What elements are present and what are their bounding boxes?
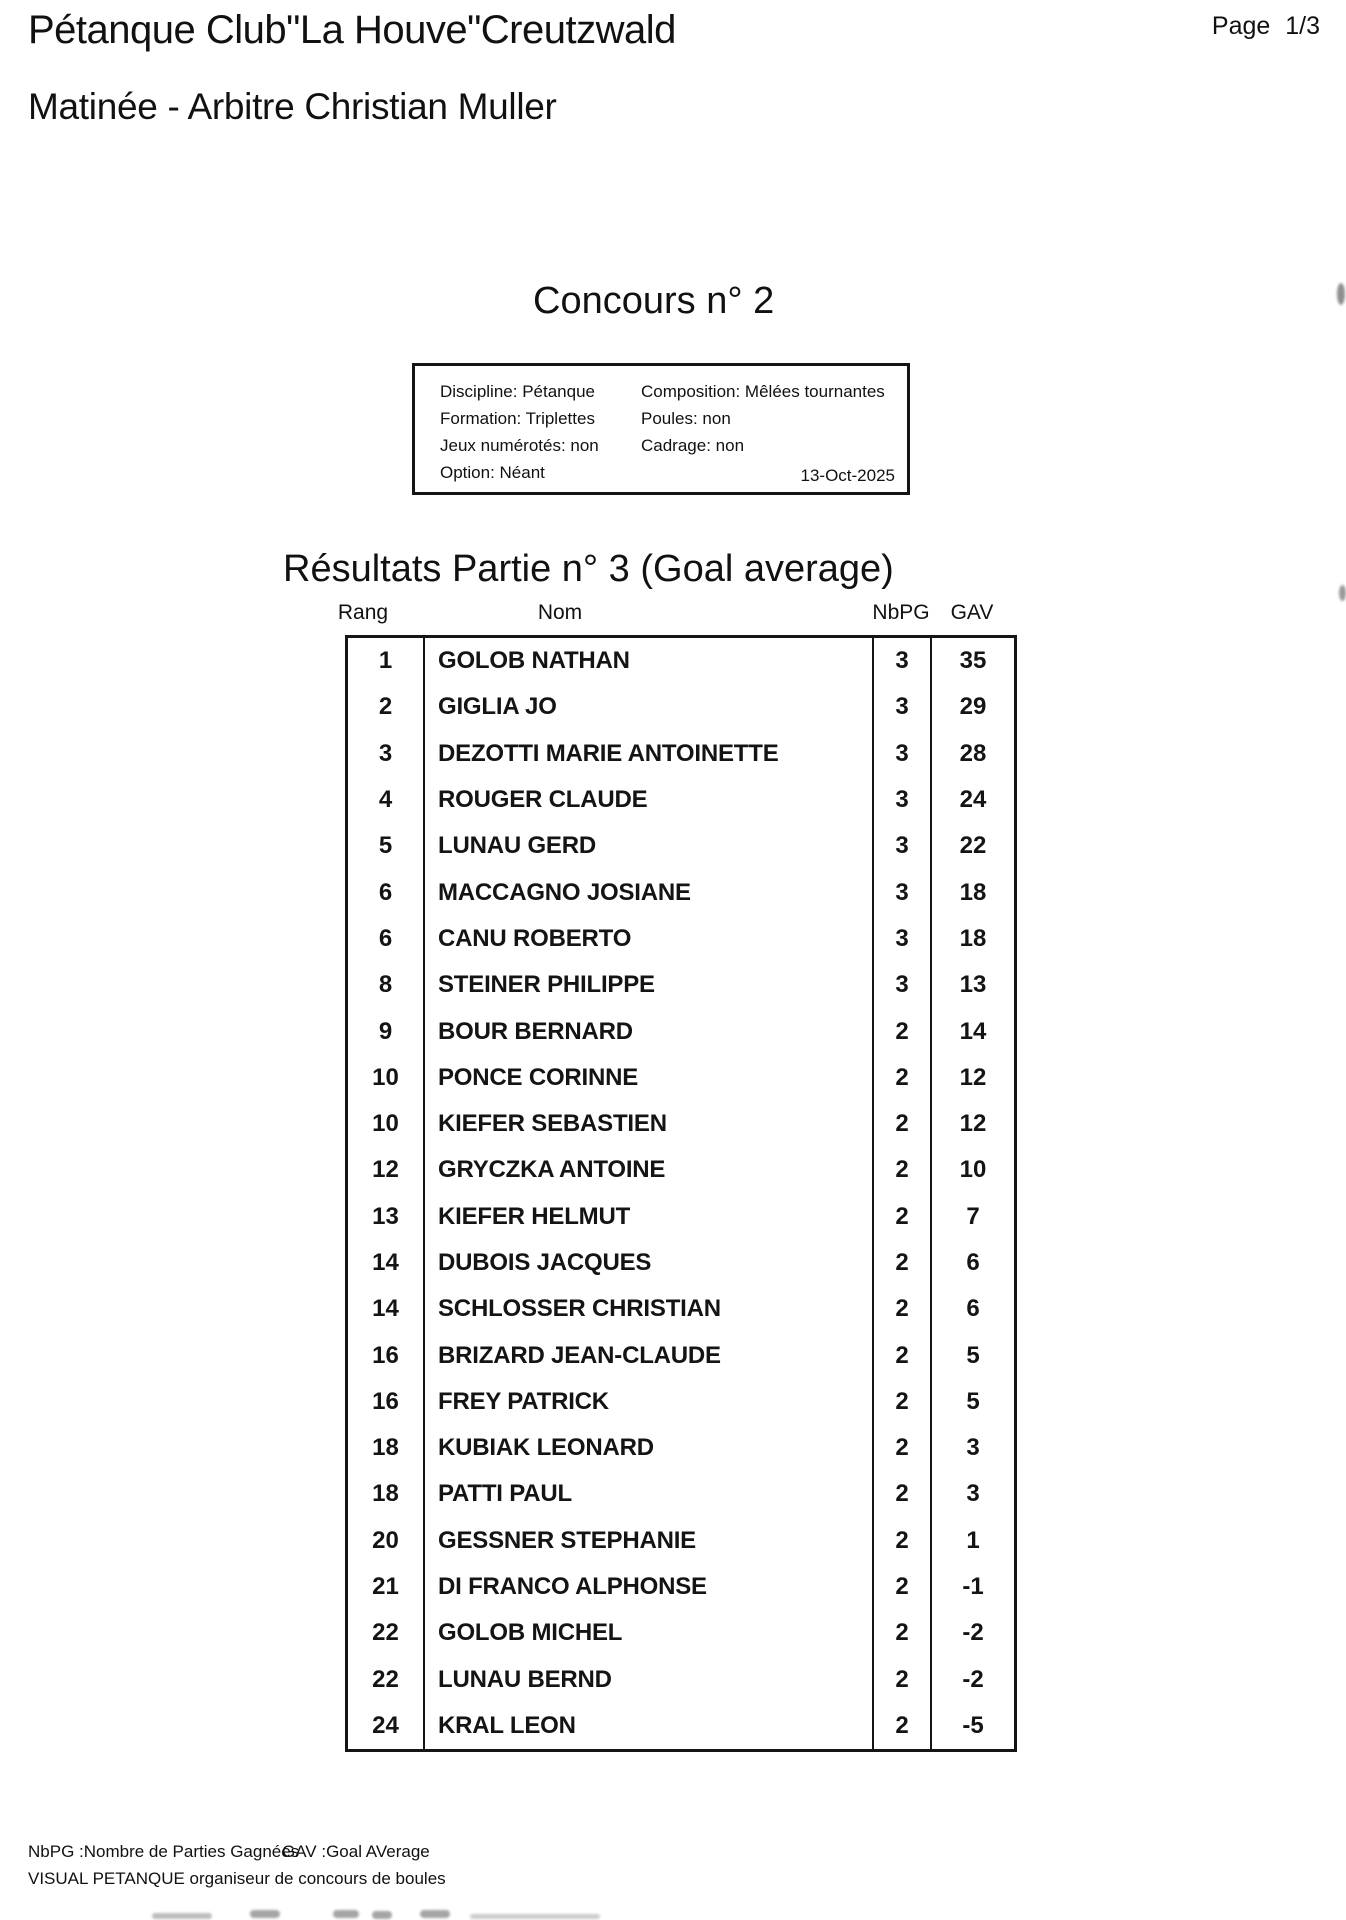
gav-cell: -5 <box>930 1703 1014 1749</box>
table-row <box>348 1564 1014 1610</box>
rank-cell: 22 <box>372 1665 399 1693</box>
nbpg-cell: 2 <box>872 1240 930 1286</box>
rank-cell: 2 <box>378 693 393 721</box>
rank-cell: 10 <box>372 1110 399 1138</box>
scan-artifact <box>372 1911 392 1919</box>
table-row <box>348 1332 1014 1378</box>
table-row <box>348 1286 1014 1332</box>
name-cell: KIEFER SEBASTIEN <box>423 1101 872 1147</box>
rank-cell: 14 <box>372 1249 399 1276</box>
rank-cell: 4 <box>378 786 393 814</box>
event-subtitle: Matinée - Arbitre Christian Muller <box>28 86 557 127</box>
table-row <box>348 823 1014 869</box>
rank-cell: 14 <box>372 1295 399 1323</box>
results-table <box>345 635 1017 1752</box>
gav-cell: -2 <box>930 1610 1014 1656</box>
rank-cell: 24 <box>372 1711 399 1739</box>
gav-cell: 18 <box>930 916 1014 962</box>
nbpg-cell: 2 <box>872 1425 930 1471</box>
name-cell: DI FRANCO ALPHONSE <box>423 1564 872 1610</box>
page-number: Page 1/3 <box>1211 12 1320 40</box>
gav-cell: 35 <box>930 638 1014 684</box>
rank-cell: 6 <box>378 924 393 952</box>
nbpg-cell: 2 <box>872 1610 930 1656</box>
gav-cell: 6 <box>930 1240 1014 1286</box>
scan-artifact <box>152 1913 212 1919</box>
table-row <box>348 1379 1014 1425</box>
nbpg-cell: 2 <box>872 1379 930 1425</box>
gav-cell: 29 <box>930 684 1014 730</box>
gav-cell: 10 <box>930 1147 1014 1193</box>
rank-cell: 12 <box>372 1156 399 1184</box>
name-cell: PATTI PAUL <box>423 1471 872 1517</box>
rank-cell: 20 <box>372 1526 399 1554</box>
table-row <box>348 869 1014 915</box>
nbpg-cell: 2 <box>872 1471 930 1517</box>
name-cell: ROUGER CLAUDE <box>423 777 872 823</box>
gav-cell: 14 <box>930 1008 1014 1054</box>
gav-cell: 6 <box>930 1286 1014 1332</box>
name-cell: SCHLOSSER CHRISTIAN <box>423 1286 872 1332</box>
name-cell: PONCE CORINNE <box>423 1055 872 1101</box>
info-composition: Composition: Mêlées tournantes <box>641 382 885 401</box>
column-header-gav: GAV <box>950 601 994 624</box>
table-row <box>348 1055 1014 1101</box>
gav-cell: -1 <box>930 1564 1014 1610</box>
name-cell: GRYCZKA ANTOINE <box>423 1147 872 1193</box>
gav-cell: 5 <box>930 1332 1014 1378</box>
nbpg-cell: 2 <box>872 1194 930 1240</box>
nbpg-cell: 2 <box>872 1101 930 1147</box>
name-cell: CANU ROBERTO <box>423 916 872 962</box>
gav-cell: 12 <box>930 1055 1014 1101</box>
table-row <box>348 777 1014 823</box>
nbpg-cell: 2 <box>872 1286 930 1332</box>
gav-cell: 5 <box>930 1379 1014 1425</box>
rank-cell: 10 <box>372 1063 399 1091</box>
gav-cell: 3 <box>930 1471 1014 1517</box>
results-title: Résultats Partie n° 3 (Goal average) <box>283 548 894 590</box>
info-left-column <box>440 378 599 486</box>
name-cell: DUBOIS JACQUES <box>423 1240 872 1286</box>
rank-cell: 9 <box>378 1017 393 1045</box>
nbpg-cell: 2 <box>872 1564 930 1610</box>
info-poules: Poules: non <box>641 409 731 428</box>
table-row <box>348 1147 1014 1193</box>
nbpg-cell: 3 <box>872 916 930 962</box>
gav-cell: 13 <box>930 962 1014 1008</box>
nbpg-cell: 2 <box>872 1055 930 1101</box>
rank-cell: 21 <box>372 1573 399 1601</box>
table-row <box>348 684 1014 730</box>
name-cell: FREY PATRICK <box>423 1379 872 1425</box>
name-cell: MACCAGNO JOSIANE <box>423 869 872 915</box>
table-row <box>348 962 1014 1008</box>
scan-artifact <box>1339 585 1346 601</box>
gav-cell: 28 <box>930 731 1014 777</box>
scan-artifact <box>333 1910 359 1918</box>
scan-artifact <box>470 1914 600 1919</box>
scan-artifact <box>1337 283 1345 305</box>
rank-cell: 18 <box>372 1434 399 1462</box>
rank-cell: 1 <box>378 647 393 675</box>
gav-cell: 24 <box>930 777 1014 823</box>
info-jeux-numerotes: Jeux numérotés: non <box>440 436 599 455</box>
gav-cell: 1 <box>930 1518 1014 1564</box>
nbpg-cell: 2 <box>872 1332 930 1378</box>
nbpg-cell: 2 <box>872 1703 930 1749</box>
name-cell: GOLOB NATHAN <box>423 638 872 684</box>
table-row <box>348 1657 1014 1703</box>
table-row <box>348 916 1014 962</box>
name-cell: BRIZARD JEAN-CLAUDE <box>423 1332 872 1378</box>
table-row <box>348 1610 1014 1656</box>
scan-artifact <box>250 1910 280 1918</box>
nbpg-cell: 3 <box>872 777 930 823</box>
name-cell: GOLOB MICHEL <box>423 1610 872 1656</box>
table-row <box>348 638 1014 684</box>
table-row <box>348 1471 1014 1517</box>
nbpg-cell: 3 <box>872 823 930 869</box>
table-row <box>348 1008 1014 1054</box>
table-row <box>348 1194 1014 1240</box>
nbpg-cell: 2 <box>872 1518 930 1564</box>
rank-cell: 5 <box>378 832 393 860</box>
gav-cell: 18 <box>930 869 1014 915</box>
column-header-rang: Rang <box>337 601 389 624</box>
gav-cell: 22 <box>930 823 1014 869</box>
nbpg-cell: 3 <box>872 962 930 1008</box>
info-discipline: Discipline: Pétanque <box>440 382 595 401</box>
scan-artifact <box>420 1910 450 1918</box>
tournament-info-box <box>412 363 910 495</box>
name-cell: KUBIAK LEONARD <box>423 1425 872 1471</box>
name-cell: KRAL LEON <box>423 1703 872 1749</box>
rank-cell: 22 <box>372 1619 399 1647</box>
name-cell: GIGLIA JO <box>423 684 872 730</box>
nbpg-cell: 3 <box>872 638 930 684</box>
info-right-column <box>641 378 885 459</box>
table-row <box>348 1518 1014 1564</box>
name-cell: STEINER PHILIPPE <box>423 962 872 1008</box>
rank-cell: 16 <box>372 1387 399 1415</box>
table-row <box>348 1101 1014 1147</box>
name-cell: KIEFER HELMUT <box>423 1194 872 1240</box>
column-header-nbpg: NbPG <box>872 601 930 624</box>
nbpg-cell: 3 <box>872 684 930 730</box>
legend-nbpg: NbPG :Nombre de Parties Gagnées <box>28 1842 300 1861</box>
nbpg-cell: 2 <box>872 1008 930 1054</box>
table-row <box>348 731 1014 777</box>
name-cell: LUNAU BERND <box>423 1657 872 1703</box>
table-row <box>348 1425 1014 1471</box>
column-header-nom: Nom <box>537 601 583 624</box>
info-cadrage: Cadrage: non <box>641 436 745 455</box>
gav-cell: -2 <box>930 1657 1014 1703</box>
rank-cell: 18 <box>372 1480 399 1508</box>
rank-cell: 8 <box>378 971 393 999</box>
gav-cell: 3 <box>930 1425 1014 1471</box>
nbpg-cell: 3 <box>872 731 930 777</box>
rank-cell: 6 <box>378 878 393 906</box>
tournament-date: 13-Oct-2025 <box>800 466 895 485</box>
name-cell: GESSNER STEPHANIE <box>423 1518 872 1564</box>
nbpg-cell: 2 <box>872 1657 930 1703</box>
info-formation: Formation: Triplettes <box>440 409 595 428</box>
concours-title: Concours n° 2 <box>533 280 775 322</box>
info-option: Option: Néant <box>440 463 545 482</box>
rank-cell: 16 <box>372 1341 399 1369</box>
legend-gav: GAV :Goal AVerage <box>282 1842 430 1861</box>
name-cell: DEZOTTI MARIE ANTOINETTE <box>423 731 872 777</box>
table-row <box>348 1703 1014 1749</box>
nbpg-cell: 3 <box>872 869 930 915</box>
club-title: Pétanque Club"La Houve"Creutzwald <box>28 8 676 52</box>
gav-cell: 7 <box>930 1194 1014 1240</box>
name-cell: LUNAU GERD <box>423 823 872 869</box>
rank-cell: 3 <box>378 739 393 767</box>
table-row <box>348 1240 1014 1286</box>
software-credit: VISUAL PETANQUE organiseur de concours de boules <box>28 1869 446 1888</box>
rank-cell: 13 <box>372 1202 399 1230</box>
name-cell: BOUR BERNARD <box>423 1008 872 1054</box>
nbpg-cell: 2 <box>872 1147 930 1193</box>
gav-cell: 12 <box>930 1101 1014 1147</box>
